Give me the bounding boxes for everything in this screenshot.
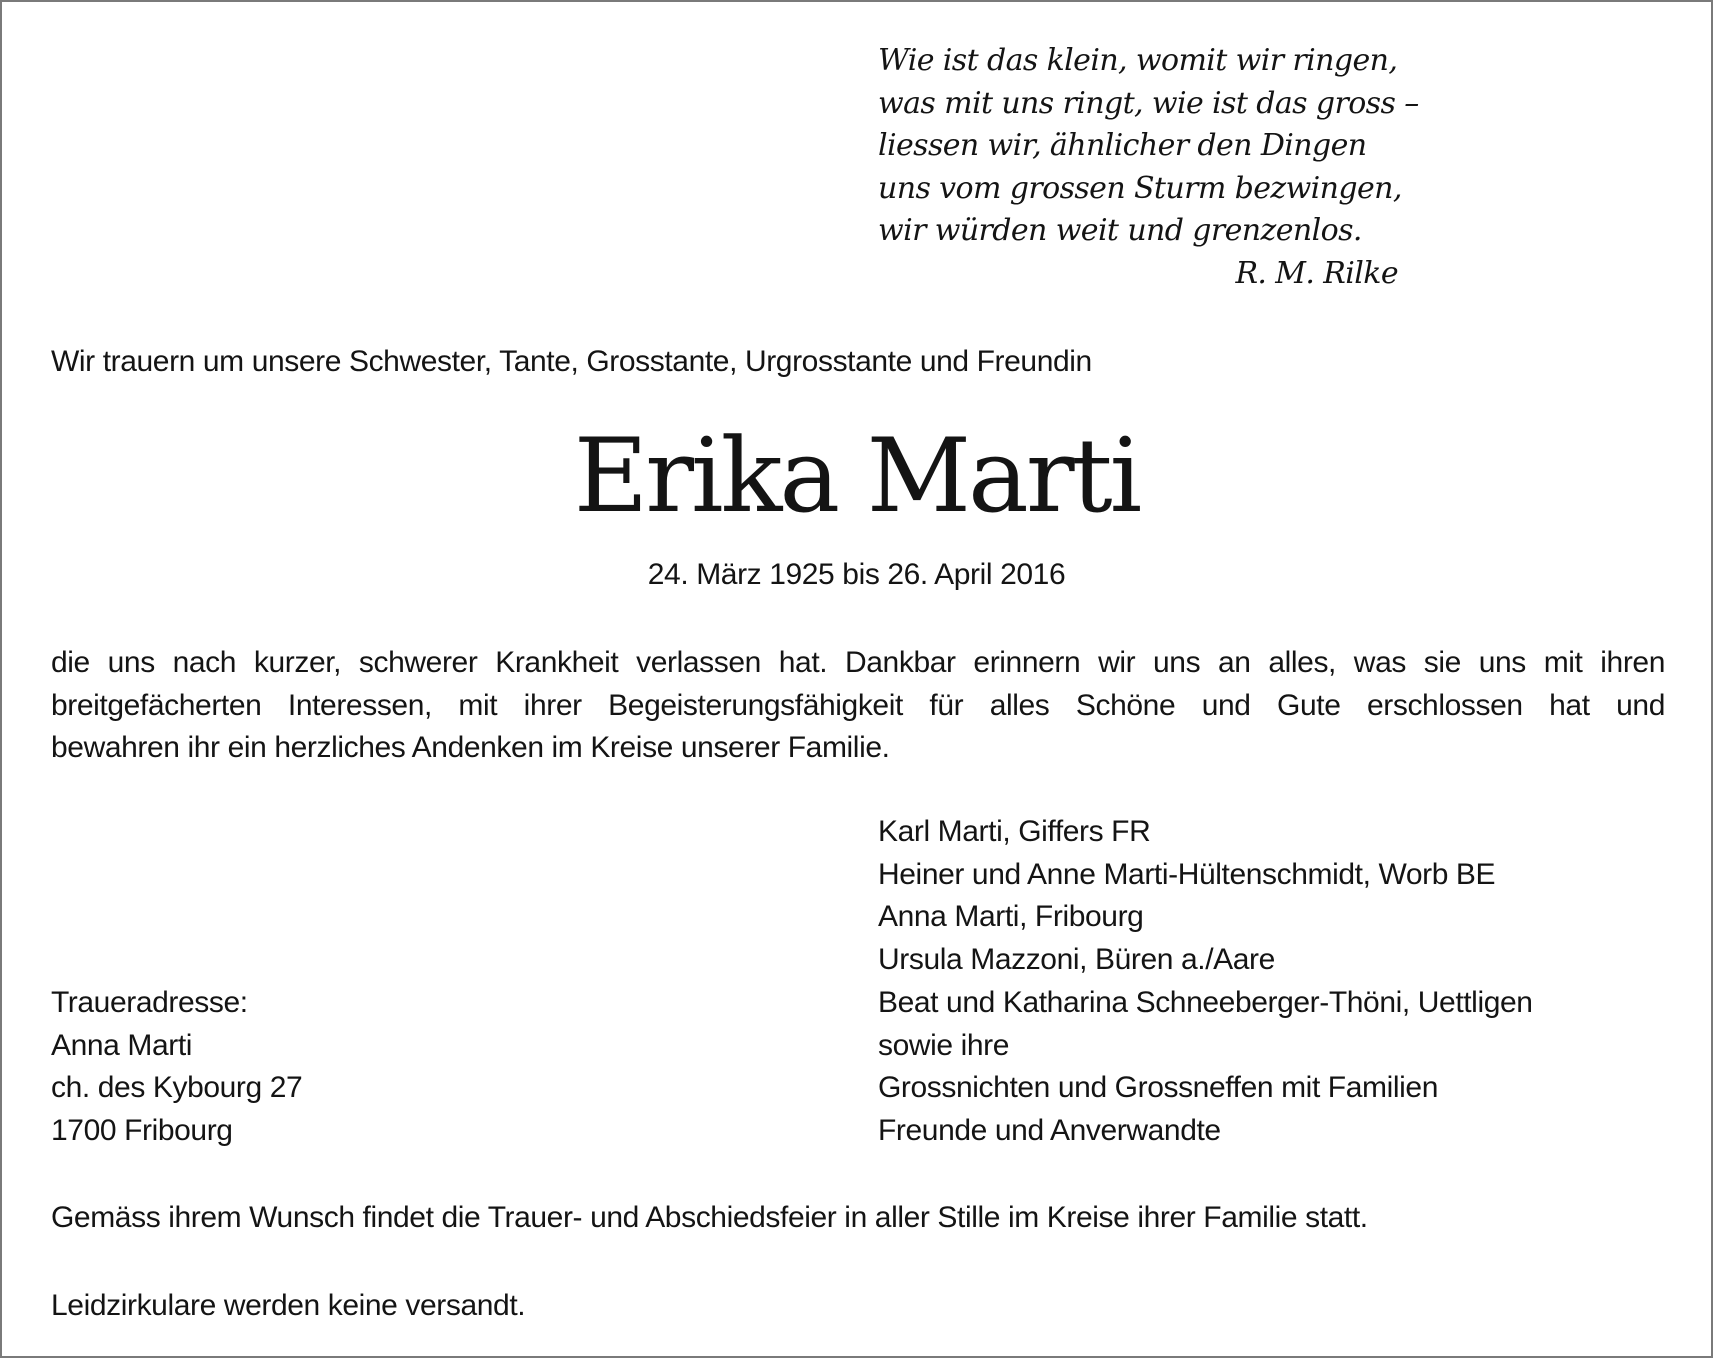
mourner-entry: Anna Marti, Fribourg <box>878 900 1144 934</box>
body-line: die uns nach kurzer, schwerer Krankheit verlassen hat. Dankbar erinnern wir uns an alles, was sie uns mit ihren <box>51 646 1665 679</box>
mourner-entry: sowie ihre <box>878 1028 1010 1062</box>
poem-line: wir würden weit und grenzenlos. <box>878 213 1362 248</box>
mourner-entry: Grossnichten und Grossneffen mit Familien <box>878 1071 1438 1105</box>
circulars-note: Leidzirkulare werden keine versandt. <box>51 1289 526 1322</box>
poem-line: was mit uns ringt, wie ist das gross – <box>878 85 1419 121</box>
address-name: Anna Marti <box>51 1028 193 1062</box>
life-dates: 24. März 1925 bis 26. April 2016 <box>647 558 1066 591</box>
poem-line: liessen wir, ähnlicher den Dingen <box>878 128 1367 163</box>
deceased-name: Erika Marti <box>573 417 1140 536</box>
body-paragraph <box>51 642 1665 770</box>
body-line: breitgefächerten Interessen, mit ihrer Begeisterungsfähigkeit für alles Schöne und Gute erschlossen hat und <box>51 688 1665 722</box>
address-street: ch. des Kybourg 27 <box>51 1071 303 1105</box>
poem-line: uns vom grossen Sturm bezwingen, <box>878 170 1402 206</box>
body-line: bewahren ihr ein herzliches Andenken im Kreise unserer Familie. <box>51 731 890 764</box>
mourners-list <box>878 811 1533 1153</box>
address-city: 1700 Fribourg <box>51 1114 233 1148</box>
address-label: Traueradresse: <box>51 986 248 1019</box>
poem-quote <box>878 40 1419 295</box>
ceremony-note: Gemäss ihrem Wunsch findet die Trauer- und Abschiedsfeier in aller Stille im Kreise ihrer Familie statt. <box>51 1201 1368 1234</box>
poem-author: R. M. Rilke <box>1235 255 1398 291</box>
mourning-address <box>51 982 302 1153</box>
intro-text: Wir trauern um unsere Schwester, Tante, Grosstante, Urgrosstante und Freundin <box>51 345 1092 378</box>
mourner-entry: Ursula Mazzoni, Büren a./Aare <box>878 943 1275 977</box>
mourner-entry: Freunde und Anverwandte <box>878 1113 1221 1147</box>
mourner-entry: Karl Marti, Giffers FR <box>878 815 1151 848</box>
poem-line: Wie ist das klein, womit wir ringen, <box>878 43 1398 78</box>
mourner-entry: Heiner und Anne Marti-Hültenschmidt, Worb BE <box>878 857 1496 891</box>
mourner-entry: Beat und Katharina Schneeberger-Thöni, Uettligen <box>878 985 1533 1019</box>
